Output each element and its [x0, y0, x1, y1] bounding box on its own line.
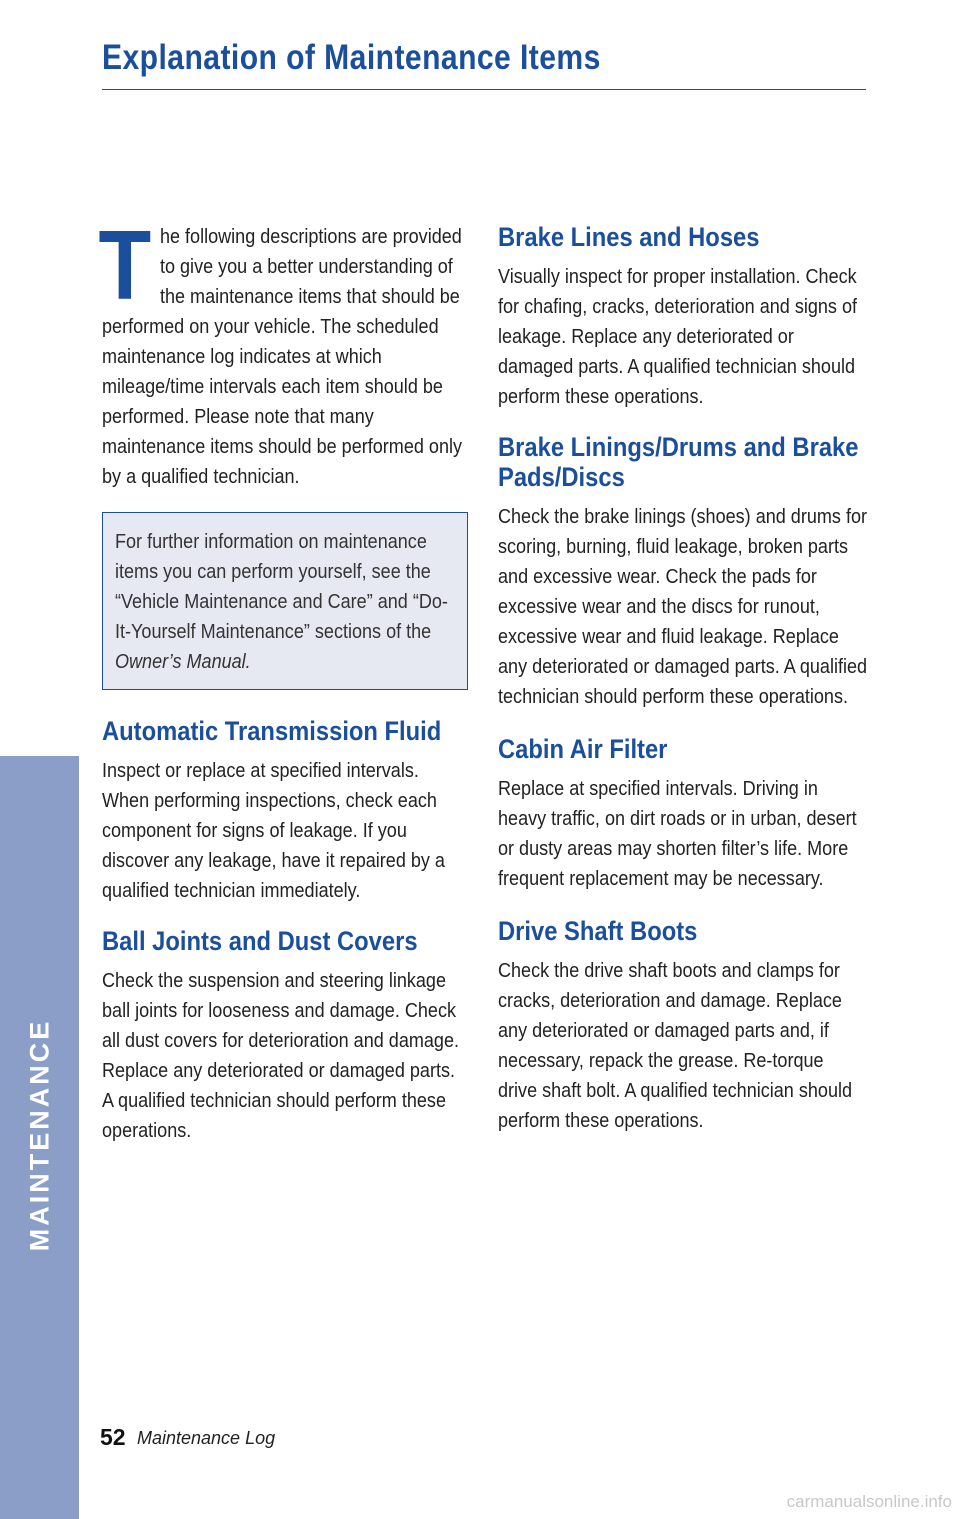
drop-cap: T — [98, 210, 152, 320]
section-brake-lines — [498, 222, 868, 412]
page-number: 52 — [100, 1424, 126, 1450]
section-title: Brake Lines and Hoses — [498, 222, 760, 252]
section-body: Visually inspect for proper installation. Check for chafing, cracks, deterioration and signs of leakage. Replace any deteriorated or damaged parts. A qualified technician should perform these operations. — [498, 265, 857, 408]
section-cabin-air-filter — [498, 734, 868, 894]
right-column — [498, 222, 868, 1136]
intro-paragraph — [98, 210, 468, 492]
watermark: carmanualsonline.info — [786, 1492, 952, 1511]
info-box — [102, 512, 468, 690]
section-title: Ball Joints and Dust Covers — [102, 926, 418, 956]
info-box-text: For further information on maintenance items you can perform yourself, see the “Vehicle Maintenance and Care” and “Do-It-Yourself Maintenance” sections of the Owner’s Manual. — [115, 530, 448, 673]
page-footer-label: Maintenance Log — [137, 1428, 276, 1448]
section-body: Check the suspension and steering linkage ball joints for looseness and damage. Check all dust covers for deterioration and damage. Replace any deteriorated or damaged parts. A qualified technician should perform these operations. — [102, 969, 460, 1142]
section-brake-linings — [498, 432, 868, 712]
section-ball-joints — [102, 926, 468, 1146]
section-body: Inspect or replace at specified intervals. When performing inspections, check each component for signs of leakage. If you discover any leakage, have it repaired by a qualified technician immediately. — [102, 759, 445, 902]
section-title: Drive Shaft Boots — [498, 916, 698, 946]
page-title: Explanation of Maintenance Items — [102, 38, 601, 77]
section-title: Brake Linings/Drums and Brake Pads/Discs — [498, 432, 859, 492]
title-divider — [102, 89, 866, 90]
section-title: Automatic Transmission Fluid — [102, 716, 442, 746]
sidebar-label: MAINTENANCE — [24, 1018, 55, 1252]
section-drive-shaft-boots — [498, 916, 868, 1136]
owners-manual-reference: Owner’s Manual. — [115, 650, 251, 673]
section-body: Check the drive shaft boots and clamps for cracks, deterioration and damage. Replace any deteriorated or damaged parts and, if necessary, repack the grease. Re-torque drive shaft bolt. A qualified technician should perform these operations. — [498, 959, 853, 1132]
section-automatic-transmission-fluid — [102, 716, 468, 906]
section-body: Check the brake linings (shoes) and drums for scoring, burning, fluid leakage, broken parts and excessive wear. Check the pads for excessive wear and the discs for runout, excessive wear and fluid leakage. Replace any deteriorated or damaged parts. A qualified technician should perform these operations. — [498, 505, 868, 708]
section-title: Cabin Air Filter — [498, 734, 668, 764]
left-column — [98, 210, 468, 1146]
section-body: Replace at specified intervals. Driving in heavy traffic, on dirt roads or in urban, desert or dusty areas may shorten filter’s life. More frequent replacement may be necessary. — [498, 777, 857, 890]
intro-text: he following descriptions are provided to give you a better understanding of the maintenance items that should be performed on your vehicle. The scheduled maintenance log indicates at which mileage/time intervals each item should be performed. Please note that many maintenance items should be performed only by a qualified technician. — [102, 225, 463, 488]
